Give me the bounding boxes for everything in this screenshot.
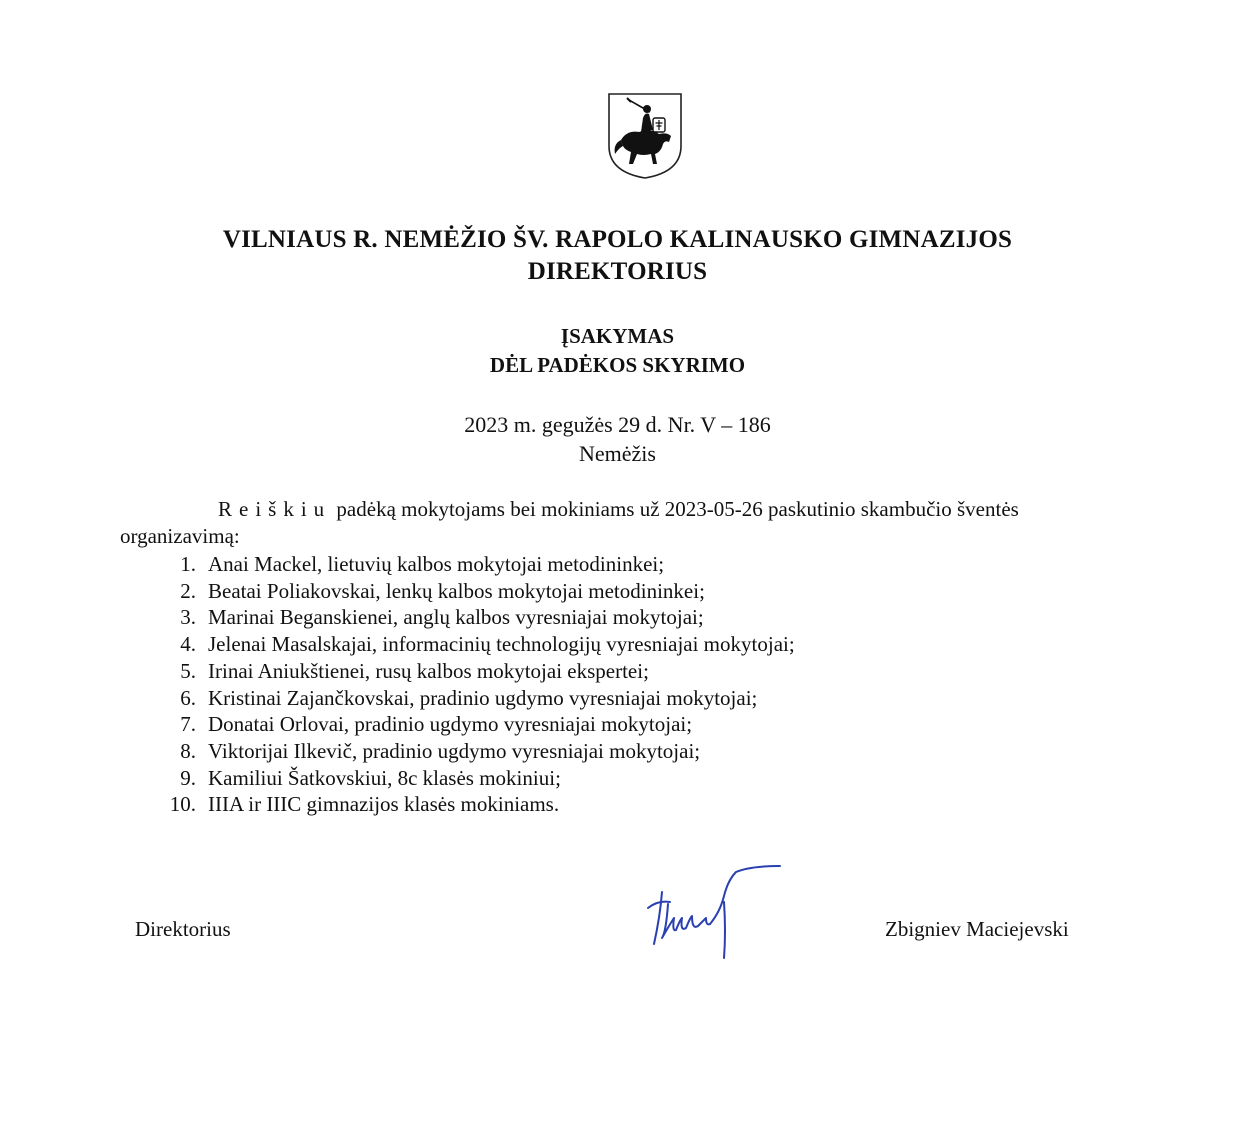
institution-heading <box>0 224 1235 288</box>
signatory-role: Direktorius <box>135 917 231 941</box>
list-item: 7. Donatai Orlovai, pradinio ugdymo vyresniajai mokytojai; <box>180 712 693 737</box>
lead-word: Reiškiu <box>218 497 332 521</box>
body-text-line-1: padėką mokytojams bei mokiniams už 2023-05-26 paskutinio skambučio šventės <box>331 497 1019 521</box>
institution-line-1: VILNIAUS R. NEMĖŽIO ŠV. RAPOLO KALINAUSKO GIMNAZIJOS <box>222 226 1013 253</box>
institution-line-2: DIREKTORIUS <box>527 258 708 285</box>
order-subject: DĖL PADĖKOS SKYRIMO <box>489 353 746 377</box>
list-item: 4. Jelenai Masalskajai, informacinių technologijų vyresniajai mokytojai; <box>180 632 795 657</box>
list-item: 2. Beatai Poliakovskai, lenkų kalbos mokytojai metodininkei; <box>180 578 705 603</box>
order-date-number: 2023 m. gegužės 29 d. Nr. V – 186 <box>464 412 771 437</box>
signatory-name: Zbigniev Maciejevski <box>885 917 1069 941</box>
body-text-line-2: organizavimą: <box>120 524 240 548</box>
vytis-coat-of-arms-icon <box>607 92 683 180</box>
order-meta <box>0 410 1235 468</box>
list-item: 5. Irinai Aniukštienei, rusų kalbos mokytojai ekspertei; <box>180 658 649 683</box>
order-type: ĮSAKYMAS <box>560 324 675 348</box>
list-item: 9. Kamiliui Šatkovskiui, 8c klasės mokiniui; <box>180 765 561 790</box>
list-item: 8. Viktorijai Ilkevič, pradinio ugdymo vyresniajai mokytojai; <box>180 738 701 763</box>
order-body <box>120 496 1160 550</box>
list-item: 1. Anai Mackel, lietuvių kalbos mokytojai metodininkei; <box>180 552 665 576</box>
list-item: 6. Kristinai Zajančkovskai, pradinio ugdymo vyresniajai mokytojai; <box>180 685 758 710</box>
list-item: 10. IIIA ir IIIC gimnazijos klasės mokiniams. <box>169 792 560 817</box>
order-title <box>0 322 1235 380</box>
list-item: 3. Marinai Beganskienei, anglų kalbos vyresniajai mokytojai; <box>180 605 704 630</box>
order-place: Nemėžis <box>579 441 656 466</box>
handwritten-signature <box>640 862 790 962</box>
recipient-list <box>120 551 1120 818</box>
